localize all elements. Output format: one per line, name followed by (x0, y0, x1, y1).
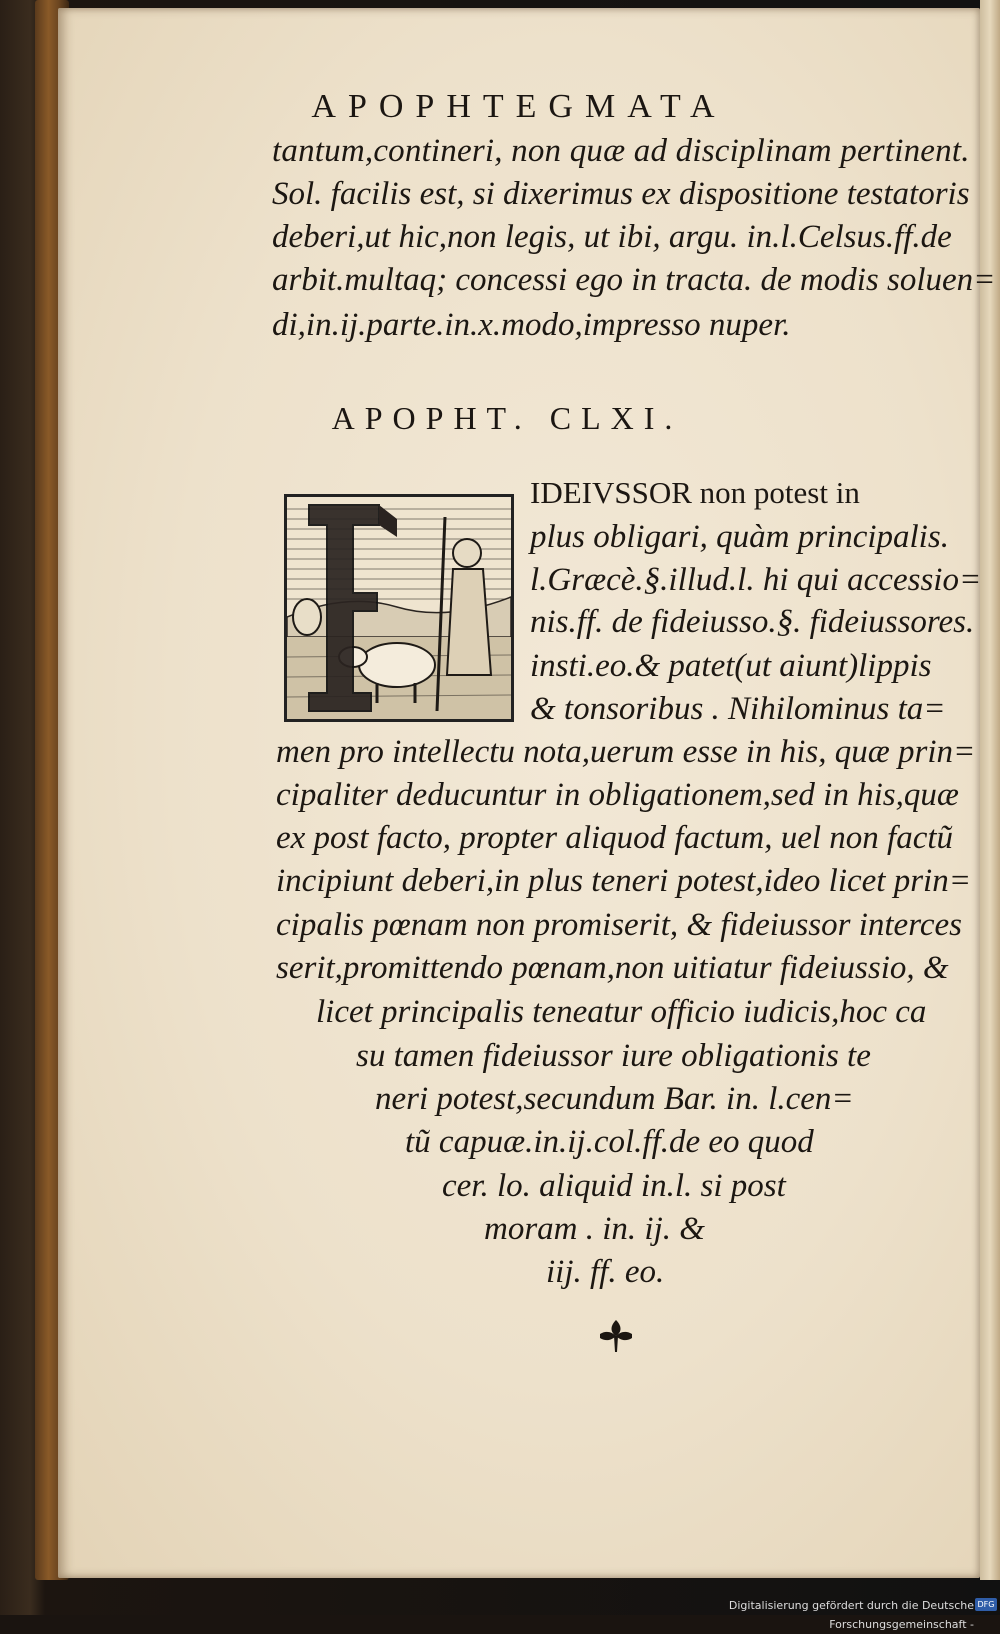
text-line: serit,promittendo pœnam,non uitiatur fideiussio, & (276, 950, 949, 986)
dropcap-continuation: IDEIVSSOR non potest in (530, 475, 860, 510)
fleuron-ornament-icon (596, 1318, 636, 1354)
text-line: plus obligari, quàm principalis. (530, 519, 949, 555)
text-line: neri potest,secundum Bar. in. l.cen= (375, 1081, 854, 1117)
dfg-logo-icon: DFG (975, 1598, 997, 1611)
text-line: licet principalis teneatur officio iudicis,hoc ca (316, 994, 927, 1030)
text-line: moram . in. ij. & (484, 1211, 705, 1247)
text-line: & tonsoribus . Nihilominus ta= (530, 691, 946, 727)
text-line: Sol. facilis est, si dixerimus ex dispositione testatoris (272, 176, 970, 212)
text-line: tantum,contineri, non quæ ad disciplinam pertinent. (272, 133, 970, 169)
text-line: men pro intellectu nota,uerum esse in his, quæ prin= (276, 734, 976, 770)
text-line: insti.eo.& patet(ut aiunt)lippis (530, 648, 932, 684)
text-line: tũ capuæ.in.ij.col.ff.de eo quod (405, 1124, 814, 1160)
text-line: cipaliter deducuntur in obligationem,sed in his,quæ (276, 777, 959, 813)
section-heading: APOPHT. CLXI. (331, 400, 683, 436)
text-line: incipiunt deberi,in plus teneri potest,ideo licet prin= (276, 863, 971, 899)
text-line: iij. ff. eo. (546, 1254, 665, 1290)
digitization-credit: Digitalisierung gefördert durch die Deutsche Forschungsgemeinschaft - (728, 1599, 974, 1631)
text-line: su tamen fideiussor iure obligationis te (356, 1038, 871, 1074)
running-head: APOPHTEGMATA (311, 88, 727, 125)
text-line: arbit.multaq; concessi ego in tracta. de modis soluen= (272, 262, 996, 298)
text-line: cer. lo. aliquid in.l. si post (442, 1168, 786, 1204)
page-edge-strip (980, 0, 1000, 1580)
text-line: ex post facto, propter aliquod factum, uel non factũ (276, 820, 954, 856)
woodcut-initial-shepherd-icon (287, 497, 511, 719)
text-line: cipalis pœnam non promiserit, & fideiussor interces (276, 907, 962, 943)
text-line: di,in.ij.parte.in.x.modo,impresso nuper. (272, 307, 791, 343)
text-line: deberi,ut hic,non legis, ut ibi, argu. in.l.Celsus.ff.de (272, 219, 952, 255)
text-line-initial (530, 477, 860, 508)
text-line: l.Græcè.§.illud.l. hi qui accessio= (530, 562, 982, 598)
woodcut-initial-icon (284, 494, 514, 722)
text-line: nis.ff. de fideiusso.§. fideiussores. (530, 604, 975, 640)
